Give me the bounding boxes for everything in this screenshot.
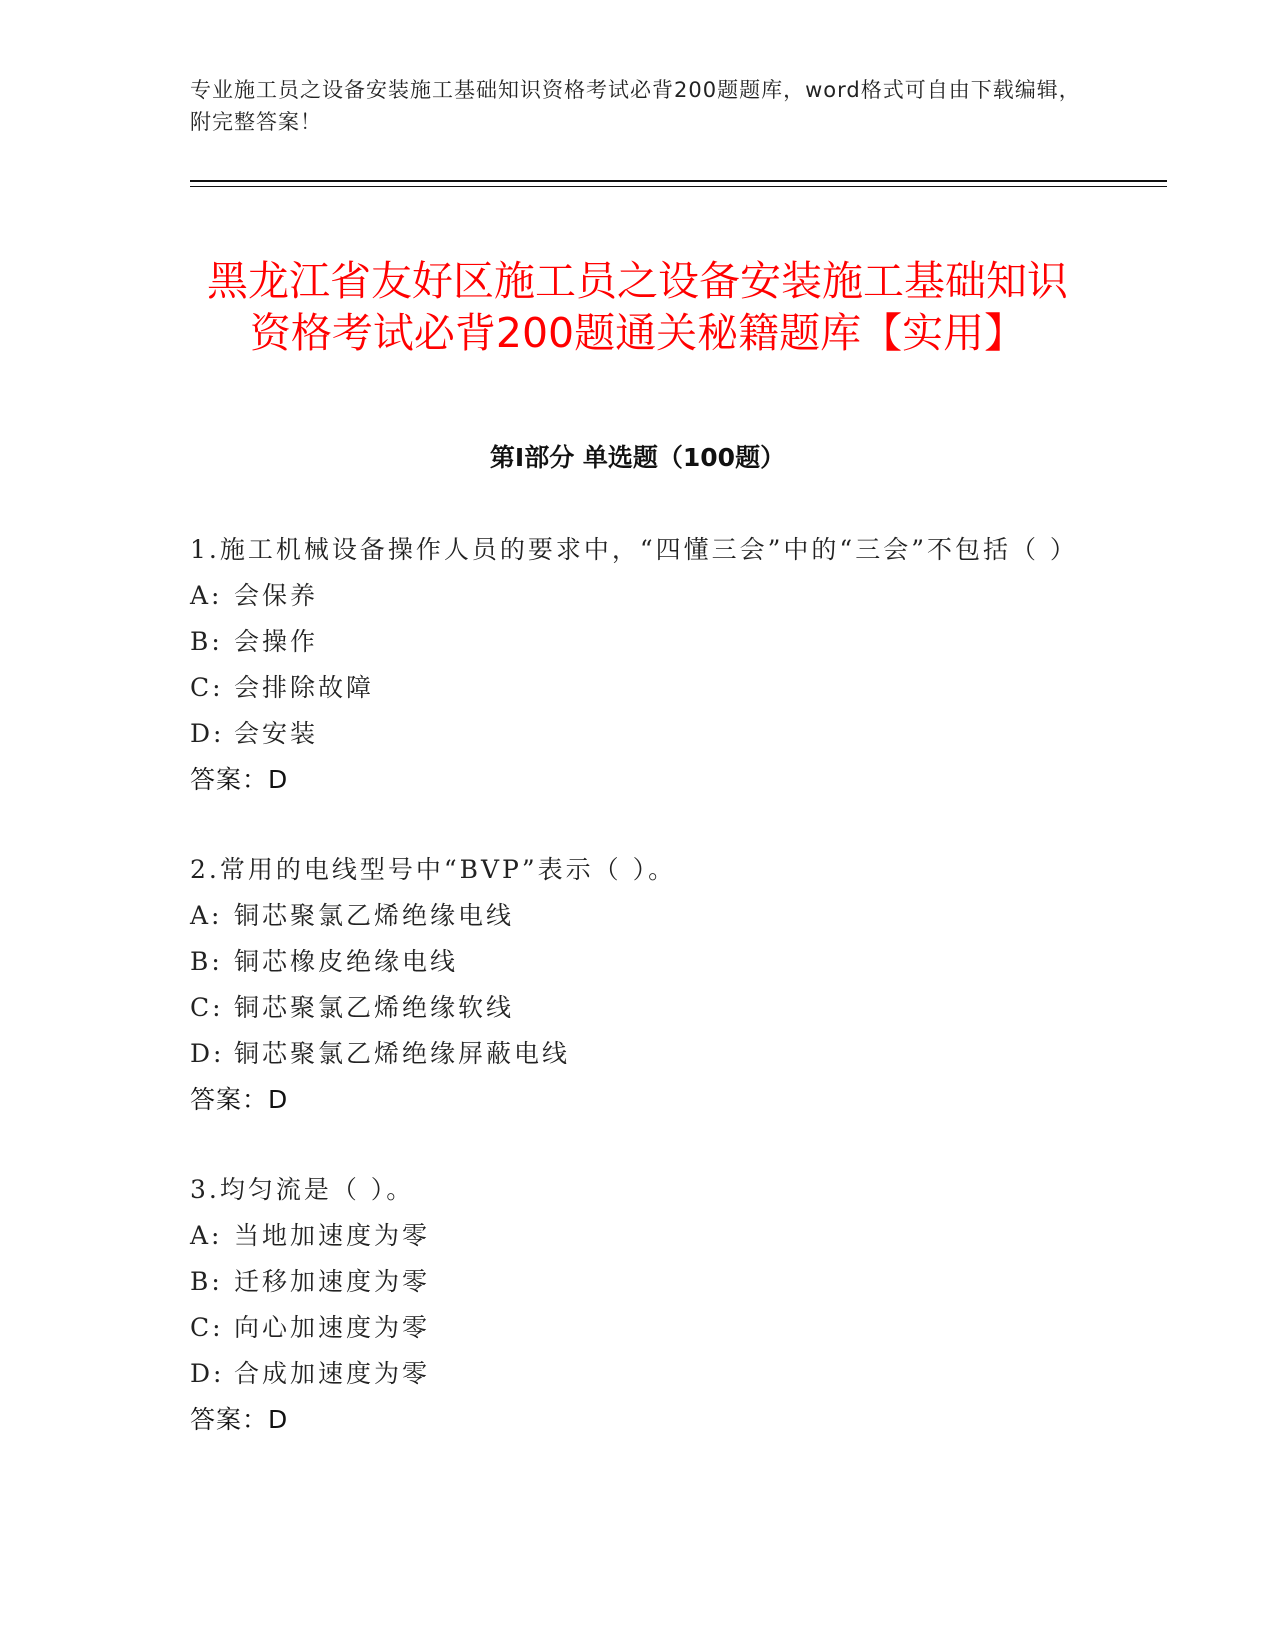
option-a bbox=[190, 893, 1070, 939]
option-letter: D: bbox=[190, 1039, 225, 1068]
section-heading: 第Ⅰ部分 单选题（100题） bbox=[489, 443, 786, 472]
option-letter: B: bbox=[190, 1267, 223, 1296]
question-stem: 2.常用的电线型号中“BVP”表示（ ）。 bbox=[190, 855, 677, 884]
option-text: 向心加速度为零 bbox=[234, 1313, 431, 1342]
option-letter: B: bbox=[190, 947, 223, 976]
option-d bbox=[190, 711, 1070, 757]
option-letter: C: bbox=[190, 993, 224, 1022]
question-2 bbox=[190, 847, 1070, 1123]
header-note: 专业施工员之设备安装施工基础知识资格考试必背200题题库，word格式可自由下载编辑，附完整答案！ bbox=[190, 78, 1081, 134]
option-a bbox=[190, 573, 1070, 619]
option-text: 铜芯聚氯乙烯绝缘电线 bbox=[234, 901, 515, 930]
question-3 bbox=[190, 1167, 1070, 1443]
option-c bbox=[190, 665, 1070, 711]
option-text: 合成加速度为零 bbox=[234, 1359, 431, 1388]
answer: 答案：D bbox=[190, 765, 289, 794]
header-divider-thick bbox=[190, 180, 1167, 182]
option-letter: C: bbox=[190, 673, 224, 702]
question-stem: 1.施工机械设备操作人员的要求中，“四懂三会”中的“三会”不包括（ ） bbox=[190, 535, 1078, 564]
option-b bbox=[190, 1259, 1070, 1305]
option-letter: A: bbox=[190, 1221, 223, 1250]
question-stem: 3.均匀流是（ ）。 bbox=[190, 1175, 415, 1204]
option-text: 会操作 bbox=[234, 627, 319, 656]
option-text: 会安装 bbox=[234, 719, 319, 748]
header-divider-thin bbox=[190, 186, 1167, 187]
option-letter: D: bbox=[190, 1359, 225, 1388]
document-title: 黑龙江省友好区施工员之设备安装施工基础知识资格考试必背200题通关秘籍题库【实用】 bbox=[207, 257, 1068, 358]
option-b bbox=[190, 619, 1070, 665]
answer: 答案：D bbox=[190, 1405, 289, 1434]
option-text: 当地加速度为零 bbox=[234, 1221, 431, 1250]
question-list bbox=[190, 527, 1078, 1487]
option-text: 铜芯聚氯乙烯绝缘软线 bbox=[234, 993, 515, 1022]
option-b bbox=[190, 939, 1070, 985]
option-text: 铜芯聚氯乙烯绝缘屏蔽电线 bbox=[234, 1039, 571, 1068]
option-letter: B: bbox=[190, 627, 223, 656]
option-letter: C: bbox=[190, 1313, 224, 1342]
option-letter: D: bbox=[190, 719, 225, 748]
option-text: 会排除故障 bbox=[234, 673, 375, 702]
option-text: 迁移加速度为零 bbox=[234, 1267, 431, 1296]
option-c bbox=[190, 985, 1070, 1031]
question-1 bbox=[190, 527, 1078, 803]
option-a bbox=[190, 1213, 1070, 1259]
option-d bbox=[190, 1351, 1070, 1397]
answer: 答案：D bbox=[190, 1085, 289, 1114]
option-d bbox=[190, 1031, 1070, 1077]
option-letter: A: bbox=[190, 901, 223, 930]
option-text: 会保养 bbox=[234, 581, 319, 610]
option-letter: A: bbox=[190, 581, 223, 610]
option-text: 铜芯橡皮绝缘电线 bbox=[234, 947, 459, 976]
option-c bbox=[190, 1305, 1070, 1351]
